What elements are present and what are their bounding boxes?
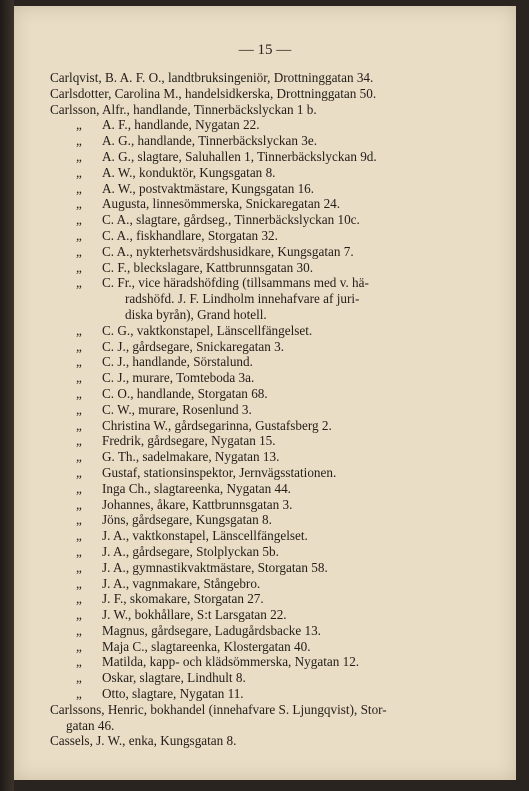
ditto-mark: „ — [76, 196, 82, 212]
directory-entries — [50, 70, 510, 749]
ditto-mark: „ — [76, 654, 82, 670]
ditto-mark: „ — [76, 686, 82, 702]
entry-text: Carlqvist, B. A. F. O., landtbruksingeniör, Drottninggatan 34. — [50, 70, 374, 85]
directory-entry — [50, 275, 510, 291]
entry-text: C. A., nykterhetsvärdshusidkare, Kungsgatan 7. — [102, 243, 354, 259]
entry-text: A. G., slagtare, Saluhallen 1, Tinnerbäckslyckan 9d. — [102, 148, 377, 164]
ditto-mark: „ — [76, 227, 82, 243]
directory-entry — [50, 102, 510, 118]
directory-entry — [50, 117, 510, 133]
entry-text: J. A., vagnmakare, Stångebro. — [102, 575, 261, 591]
entry-text: Carlsson, Alfr., handlande, Tinnerbäckslyckan 1 b. — [50, 101, 317, 117]
ditto-mark: „ — [76, 322, 82, 338]
ditto-mark: „ — [76, 133, 82, 149]
entry-text: A. W., postvaktmästare, Kungsgatan 16. — [102, 180, 315, 196]
entry-text: diska byrån), Grand hotell. — [125, 306, 267, 322]
entry-text: J. A., gymnastikvaktmästare, Storgatan 58. — [102, 559, 328, 575]
ditto-mark: „ — [76, 370, 82, 386]
ditto-mark: „ — [76, 401, 82, 417]
entry-text: A. W., konduktör, Kungsgatan 8. — [102, 164, 276, 180]
ditto-mark: „ — [76, 638, 82, 654]
entry-text: Magnus, gårdsegare, Ladugårdsbacke 13. — [102, 622, 321, 638]
directory-entry — [50, 402, 510, 418]
entry-text: Otto, slagtare, Nygatan 11. — [102, 686, 244, 702]
entry-text: A. F., handlande, Nygatan 22. — [102, 117, 260, 133]
directory-entry — [50, 733, 510, 749]
directory-entry — [50, 623, 510, 639]
entry-text: Matilda, kapp- och klädsömmerska, Nygatan 12. — [102, 654, 360, 670]
directory-entry — [50, 260, 510, 276]
ditto-mark: „ — [76, 464, 82, 480]
entry-text: Augusta, linnesömmerska, Snickaregatan 24. — [102, 196, 341, 212]
directory-entry — [50, 560, 510, 576]
directory-entry — [50, 591, 510, 607]
directory-entry — [50, 512, 510, 528]
ditto-mark: „ — [76, 543, 82, 559]
directory-entry — [50, 291, 510, 307]
entry-text: G. Th., sadelmakare, Nygatan 13. — [102, 449, 280, 465]
directory-entry — [50, 228, 510, 244]
ditto-mark: „ — [76, 575, 82, 591]
directory-entry — [50, 654, 510, 670]
directory-entry — [50, 718, 510, 734]
directory-entry — [50, 165, 510, 181]
ditto-mark: „ — [76, 148, 82, 164]
directory-entry — [50, 323, 510, 339]
directory-entry — [50, 497, 510, 513]
entry-text: C. J., gårdsegare, Snickaregatan 3. — [102, 338, 284, 354]
directory-entry — [50, 544, 510, 560]
directory-entry — [50, 449, 510, 465]
entry-text: gatan 46. — [66, 717, 115, 733]
entry-text: J. A., vaktkonstapel, Länscellfängelset. — [102, 528, 308, 544]
directory-entry — [50, 702, 510, 718]
ditto-mark: „ — [76, 385, 82, 401]
ditto-mark: „ — [76, 512, 82, 528]
entry-text: J. F., skomakare, Storgatan 27. — [102, 591, 264, 607]
entry-text: Carlssons, Henric, bokhandel (innehafvare S. Ljungqvist), Stor- — [50, 701, 387, 717]
ditto-mark: „ — [76, 559, 82, 575]
entry-text: Carlsdotter, Carolina M., handelsidkerska, Drottninggatan 50. — [50, 85, 377, 101]
entry-text: C. O., handlande, Storgatan 68. — [102, 385, 268, 401]
ditto-mark: „ — [76, 622, 82, 638]
directory-entry — [50, 370, 510, 386]
entry-text: Oskar, slagtare, Lindhult 8. — [102, 670, 246, 686]
ditto-mark: „ — [76, 528, 82, 544]
entry-text: Christina W., gårdsegarinna, Gustafsberg 2. — [102, 417, 332, 433]
directory-entry — [50, 686, 510, 702]
directory-entry — [50, 133, 510, 149]
directory-entry — [50, 418, 510, 434]
entry-text: C. F., bleckslagare, Kattbrunnsgatan 30. — [102, 259, 313, 275]
ditto-mark: „ — [76, 670, 82, 686]
ditto-mark: „ — [76, 496, 82, 512]
directory-entry — [50, 212, 510, 228]
ditto-mark: „ — [76, 117, 82, 133]
directory-page — [14, 6, 516, 780]
entry-text: C. A., slagtare, gårdseg., Tinnerbäckslyckan 10c. — [102, 212, 360, 228]
entry-text: J. A., gårdsegare, Stolplyckan 5b. — [102, 543, 279, 559]
ditto-mark: „ — [76, 275, 82, 291]
directory-entry — [50, 670, 510, 686]
book-binding — [0, 0, 14, 791]
directory-entry — [50, 465, 510, 481]
directory-entry — [50, 70, 510, 86]
directory-entry — [50, 354, 510, 370]
ditto-mark: „ — [76, 591, 82, 607]
ditto-mark: „ — [76, 338, 82, 354]
directory-entry — [50, 181, 510, 197]
directory-entry — [50, 149, 510, 165]
directory-entry — [50, 339, 510, 355]
directory-entry — [50, 244, 510, 260]
entry-text: C. G., vaktkonstapel, Länscellfängelset. — [102, 322, 313, 338]
entry-text: Jöns, gårdsegare, Kungsgatan 8. — [102, 512, 272, 528]
entry-text: C. J., handlande, Sörstalund. — [102, 354, 253, 370]
directory-entry — [50, 386, 510, 402]
ditto-mark: „ — [76, 449, 82, 465]
entry-text: A. G., handlande, Tinnerbäckslyckan 3e. — [102, 133, 317, 149]
directory-entry — [50, 86, 510, 102]
ditto-mark: „ — [76, 180, 82, 196]
entry-text: Fredrik, gårdsegare, Nygatan 15. — [102, 433, 276, 449]
ditto-mark: „ — [76, 212, 82, 228]
directory-entry — [50, 307, 510, 323]
entry-text: Inga Ch., slagtareenka, Nygatan 44. — [102, 480, 291, 496]
entry-text: Gustaf, stationsinspektor, Jernvägsstationen. — [102, 464, 337, 480]
entry-text: Johannes, åkare, Kattbrunnsgatan 3. — [102, 496, 293, 512]
page-number: — 15 — — [238, 42, 292, 58]
ditto-mark: „ — [76, 354, 82, 370]
entry-text: Cassels, J. W., enka, Kungsgatan 8. — [50, 733, 237, 749]
entry-text: C. J., murare, Tomteboda 3a. — [102, 370, 255, 386]
ditto-mark: „ — [76, 243, 82, 259]
ditto-mark: „ — [76, 259, 82, 275]
ditto-mark: „ — [76, 607, 82, 623]
entry-text: Maja C., slagtareenka, Klostergatan 40. — [102, 638, 311, 654]
ditto-mark: „ — [76, 164, 82, 180]
entry-text: C. W., murare, Rosenlund 3. — [102, 401, 252, 417]
ditto-mark: „ — [76, 417, 82, 433]
directory-entry — [50, 528, 510, 544]
directory-entry — [50, 607, 510, 623]
entry-text: radshöfd. J. F. Lindholm innehafvare af juri- — [125, 291, 360, 307]
ditto-mark: „ — [76, 433, 82, 449]
ditto-mark: „ — [76, 480, 82, 496]
directory-entry — [50, 639, 510, 655]
directory-entry — [50, 433, 510, 449]
directory-entry — [50, 576, 510, 592]
entry-text: C. A., fiskhandlare, Storgatan 32. — [102, 227, 278, 243]
entry-text: C. Fr., vice häradshöfding (tillsammans med v. hä- — [102, 275, 369, 291]
directory-entry — [50, 196, 510, 212]
directory-entry — [50, 481, 510, 497]
entry-text: J. W., bokhållare, S:t Larsgatan 22. — [102, 607, 287, 623]
